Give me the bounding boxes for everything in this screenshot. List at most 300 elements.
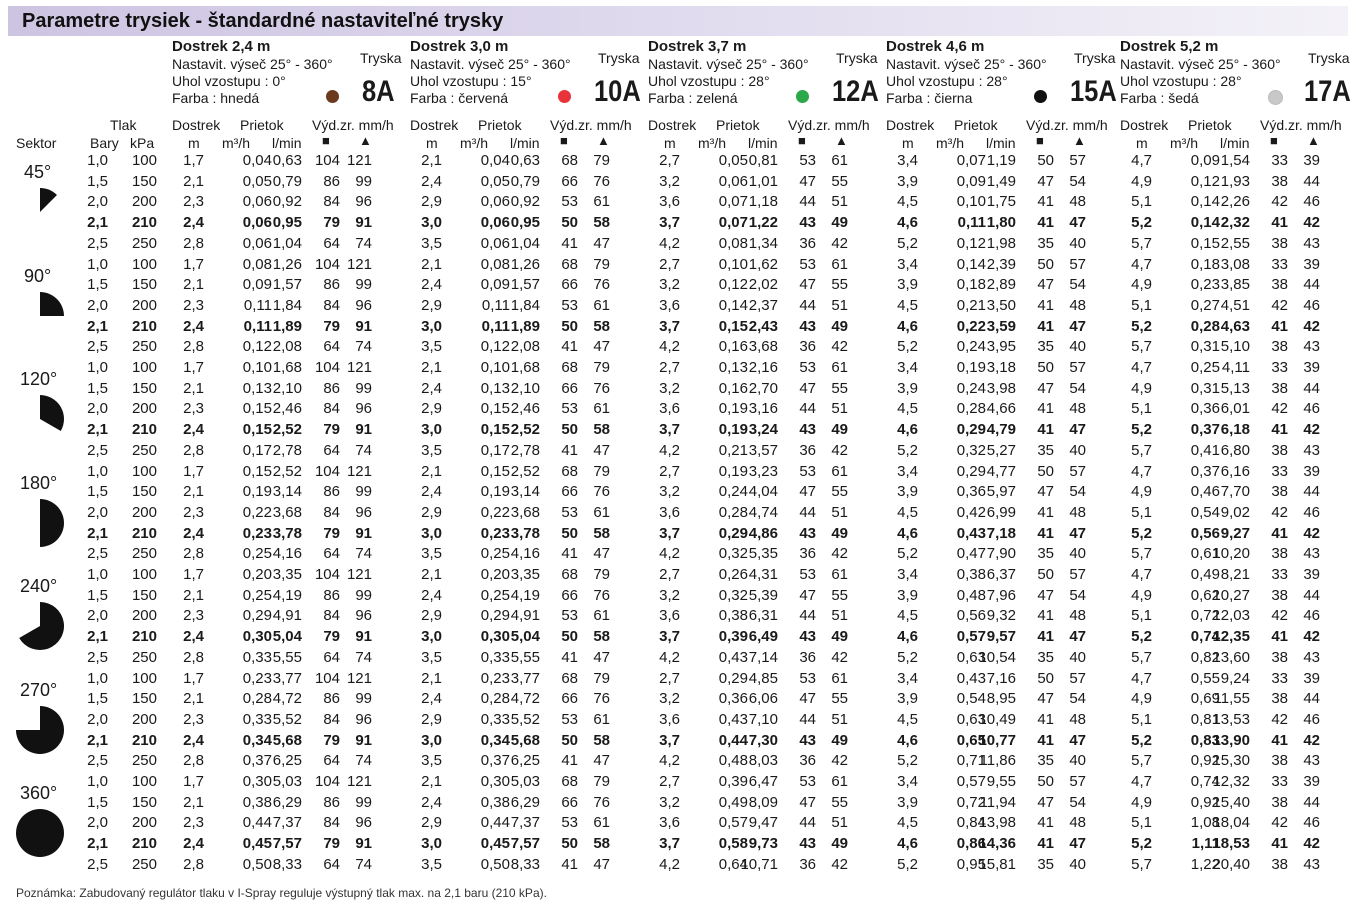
table-cell: 36 <box>799 855 816 873</box>
table-cell: 33 <box>1271 669 1288 687</box>
table-cell: 11,55 <box>1213 690 1250 708</box>
table-cell: 3,6 <box>659 400 680 418</box>
m-header: m <box>426 135 438 151</box>
table-cell: 5,55 <box>510 648 540 666</box>
table-cell: 2,4 <box>183 214 204 232</box>
table-cell: 2,46 <box>510 400 540 418</box>
table-cell: 4,2 <box>659 234 680 252</box>
table-cell: 0,56 <box>956 607 986 625</box>
table-cell: 79 <box>323 421 340 439</box>
table-cell: 2,1 <box>183 172 204 190</box>
table-cell: 2,9 <box>421 710 442 728</box>
table-cell: 3,2 <box>659 483 680 501</box>
table-cell: 38 <box>1271 441 1288 459</box>
table-cell: 33 <box>1271 773 1288 790</box>
table-cell: 3,4 <box>897 152 918 169</box>
table-cell: 58 <box>593 835 610 853</box>
table-cell: 76 <box>593 793 610 811</box>
table-cell: 250 <box>131 855 157 873</box>
table-cell: 48 <box>1069 814 1086 832</box>
table-cell: 0,13 <box>718 359 748 376</box>
table-cell: 38 <box>1271 648 1288 666</box>
table-cell: 35 <box>1037 855 1054 873</box>
table-cell: 0,23 <box>480 524 510 542</box>
table-cell: 40 <box>1069 234 1086 252</box>
table-cell: 0,44 <box>718 731 748 749</box>
table-cell: 3,77 <box>510 669 540 687</box>
table-cell: 39 <box>1303 152 1320 169</box>
table-cell: 0,29 <box>242 607 272 625</box>
table-cell: 99 <box>355 276 372 294</box>
table-cell: 200 <box>131 607 157 625</box>
table-cell: 55 <box>831 793 848 811</box>
table-cell: 86 <box>323 793 340 811</box>
table-cell: 68 <box>561 255 578 273</box>
table-cell: 2,8 <box>183 545 204 563</box>
table-cell: 104 <box>314 462 340 480</box>
table-cell: 0,15 <box>242 421 272 439</box>
table-cell: 0,09 <box>242 276 272 294</box>
table-cell: 36 <box>799 234 816 252</box>
table-cell: 0,62 <box>1190 586 1220 604</box>
table-cell: 53 <box>561 193 578 211</box>
table-cell: 76 <box>593 172 610 190</box>
table-cell: 6,16 <box>1220 462 1250 480</box>
table-cell: 5,2 <box>897 338 918 356</box>
table-cell: 2,5 <box>87 441 108 459</box>
table-cell: 61 <box>831 669 848 687</box>
table-cell: 2,9 <box>421 503 442 521</box>
table-cell: 42 <box>831 234 848 252</box>
table-cell: 51 <box>831 814 848 832</box>
table-cell: 47 <box>799 276 816 294</box>
table-cell: 76 <box>593 690 610 708</box>
nozzle-range: Dostrek 3,0 m <box>410 38 509 55</box>
table-cell: 3,4 <box>897 462 918 480</box>
table-cell: 50 <box>1037 669 1054 687</box>
table-cell: 4,86 <box>748 524 778 542</box>
table-cell: 0,13 <box>480 379 510 397</box>
table-cell: 66 <box>561 276 578 294</box>
table-cell: 5,1 <box>1131 296 1152 314</box>
nozzle-code: 8A <box>362 75 395 108</box>
table-cell: 4,5 <box>897 607 918 625</box>
table-cell: 2,1 <box>87 317 108 335</box>
dostrek-header: Dostrek <box>1120 117 1169 133</box>
table-cell: 210 <box>131 835 157 853</box>
table-cell: 2,43 <box>748 317 778 335</box>
table-cell: 2,8 <box>183 648 204 666</box>
table-cell: 96 <box>355 193 372 211</box>
lmin-header: l/min <box>510 135 540 151</box>
table-cell: 76 <box>593 276 610 294</box>
table-cell: 7,70 <box>1220 483 1250 501</box>
table-cell: 100 <box>131 255 157 273</box>
table-cell: 41 <box>561 338 578 356</box>
table-cell: 74 <box>355 855 372 873</box>
table-cell: 40 <box>1069 441 1086 459</box>
table-cell: 0,92 <box>510 193 540 211</box>
table-cell: 4,5 <box>897 814 918 832</box>
nozzle-angle: Uhol vzostupu : 0° <box>172 73 286 89</box>
table-cell: 8,09 <box>748 793 778 811</box>
table-cell: 210 <box>131 317 157 335</box>
table-cell: 2,3 <box>183 193 204 211</box>
table-cell: 5,7 <box>1131 648 1152 666</box>
sector-label: 360° <box>20 783 58 803</box>
prietok-header: Prietok <box>478 117 522 133</box>
table-cell: 2,7 <box>659 359 680 376</box>
table-cell: 47 <box>1069 421 1086 439</box>
table-cell: 54 <box>1069 483 1086 501</box>
table-cell: 12,03 <box>1212 607 1250 625</box>
table-cell: 0,45 <box>242 835 272 853</box>
table-cell: 0,54 <box>1190 503 1220 521</box>
table-cell: 12,32 <box>1212 773 1250 790</box>
table-cell: 96 <box>355 503 372 521</box>
table-cell: 74 <box>355 338 372 356</box>
table-cell: 5,52 <box>510 710 540 728</box>
table-cell: 3,50 <box>986 296 1016 314</box>
table-cell: 1,0 <box>87 255 108 273</box>
table-cell: 4,2 <box>659 545 680 563</box>
table-cell: 33 <box>1271 566 1288 583</box>
table-cell: 2,26 <box>1220 193 1250 211</box>
table-cell: 3,7 <box>659 317 680 335</box>
table-cell: 86 <box>323 690 340 708</box>
table-cell: 35 <box>1037 545 1054 563</box>
table-cell: 1,5 <box>87 793 108 811</box>
table-cell: 2,3 <box>183 814 204 832</box>
table-cell: 1,26 <box>272 255 302 273</box>
table-cell: 0,45 <box>480 835 510 853</box>
table-cell: 86 <box>323 172 340 190</box>
table-cell: 0,28 <box>718 503 748 521</box>
table-cell: 100 <box>131 152 157 169</box>
prietok-header: Prietok <box>716 117 760 133</box>
table-cell: 0,11 <box>243 296 272 314</box>
table-cell: 4,6 <box>897 524 918 542</box>
nozzle-code: 15A <box>1070 75 1117 108</box>
table-cell: 3,78 <box>510 524 540 542</box>
table-cell: 50 <box>561 628 578 646</box>
table-cell: 0,17 <box>242 441 272 459</box>
table-cell: 250 <box>131 545 157 563</box>
table-cell: 61 <box>831 255 848 273</box>
table-cell: 1,5 <box>87 379 108 397</box>
table-cell: 0,54 <box>956 690 986 708</box>
table-cell: 150 <box>131 586 157 604</box>
table-cell: 41 <box>561 441 578 459</box>
nozzle-color-dot <box>326 90 339 103</box>
nozzle-color-dot <box>796 90 809 103</box>
table-cell: 3,0 <box>421 214 442 232</box>
table-cell: 13,98 <box>978 814 1016 832</box>
table-cell: 50 <box>561 317 578 335</box>
sector-45 <box>0 152 80 256</box>
table-cell: 0,83 <box>1190 731 1220 749</box>
table-cell: 2,1 <box>183 586 204 604</box>
table-cell: 2,1 <box>421 566 442 583</box>
table-cell: 4,6 <box>897 421 918 439</box>
table-cell: 0,09 <box>956 172 986 190</box>
table-cell: 47 <box>593 338 610 356</box>
table-cell: 210 <box>131 731 157 749</box>
table-cell: 55 <box>831 586 848 604</box>
table-cell: 61 <box>593 607 610 625</box>
table-cell: 5,2 <box>897 855 918 873</box>
table-cell: 3,35 <box>272 566 302 583</box>
table-cell: 3,0 <box>421 421 442 439</box>
table-cell: 9,02 <box>1220 503 1250 521</box>
table-cell: 10,77 <box>978 731 1016 749</box>
table-cell: 50 <box>1037 773 1054 790</box>
footnote: Poznámka: Zabudovaný regulátor tlaku v I-Spray reguluje výstupný tlak max. na 2,1 baru (210 kPa). <box>16 886 547 900</box>
table-cell: 0,30 <box>480 773 510 790</box>
table-cell: 47 <box>593 234 610 252</box>
table-cell: 8,03 <box>748 752 778 770</box>
table-cell: 1,80 <box>986 214 1016 232</box>
table-cell: 8,33 <box>510 855 540 873</box>
table-cell: 5,1 <box>1131 400 1152 418</box>
table-cell: 0,82 <box>1190 648 1220 666</box>
table-cell: 0,23 <box>1190 276 1220 294</box>
table-cell: 6,31 <box>748 607 778 625</box>
table-cell: 5,10 <box>1220 338 1250 356</box>
nozzle-tryska-label: Tryska <box>598 50 640 66</box>
table-cell: 47 <box>1069 214 1086 232</box>
table-cell: 0,81 <box>748 152 778 169</box>
table-cell: 41 <box>1037 214 1054 232</box>
table-cell: 84 <box>323 296 340 314</box>
table-cell: 2,5 <box>87 752 108 770</box>
table-cell: 8,95 <box>986 690 1016 708</box>
table-cell: 79 <box>593 566 610 583</box>
table-cell: 61 <box>831 773 848 790</box>
table-cell: 6,18 <box>1220 421 1250 439</box>
table-cell: 0,63 <box>956 648 986 666</box>
table-cell: 2,4 <box>183 317 204 335</box>
vyd-header: Výd.zr. mm/h <box>788 117 870 133</box>
table-cell: 0,38 <box>480 793 510 811</box>
table-cell: 0,25 <box>242 545 272 563</box>
table-cell: 250 <box>131 234 157 252</box>
table-cell: 0,61 <box>1190 545 1220 563</box>
table-cell: 0,49 <box>718 793 748 811</box>
m-header: m <box>664 135 676 151</box>
table-cell: 43 <box>1303 441 1320 459</box>
table-cell: 5,2 <box>1131 835 1152 853</box>
table-cell: 2,02 <box>748 276 778 294</box>
table-cell: 4,2 <box>659 648 680 666</box>
table-cell: 49 <box>831 317 848 335</box>
table-cell: 121 <box>346 462 372 480</box>
table-cell: 7,16 <box>986 669 1016 687</box>
nozzle-color: Farba : červená <box>410 90 509 106</box>
bary-header: Bary <box>90 135 119 151</box>
table-cell: 57 <box>1069 462 1086 480</box>
table-cell: 44 <box>1303 379 1320 397</box>
table-cell: 41 <box>561 752 578 770</box>
table-cell: 58 <box>593 421 610 439</box>
table-cell: 79 <box>593 152 610 169</box>
table-cell: 86 <box>323 379 340 397</box>
table-cell: 0,26 <box>718 566 748 583</box>
table-cell: 4,72 <box>510 690 540 708</box>
table-cell: 0,32 <box>718 586 748 604</box>
m-header: m <box>1136 135 1148 151</box>
table-cell: 0,49 <box>1190 566 1220 583</box>
table-cell: 2,4 <box>183 524 204 542</box>
table-cell: 96 <box>355 607 372 625</box>
nozzle-arc: Nastavit. výseč 25° - 360° <box>410 56 571 72</box>
table-cell: 47 <box>593 855 610 873</box>
table-cell: 2,4 <box>421 586 442 604</box>
table-cell: 4,31 <box>748 566 778 583</box>
table-cell: 61 <box>831 566 848 583</box>
table-cell: 1,7 <box>183 669 204 687</box>
table-cell: 35 <box>1037 648 1054 666</box>
lmin-header: l/min <box>272 135 302 151</box>
table-cell: 0,14 <box>956 255 986 273</box>
table-cell: 53 <box>799 669 816 687</box>
table-cell: 5,2 <box>897 752 918 770</box>
table-cell: 47 <box>1069 731 1086 749</box>
square-symbol: ■ <box>1270 133 1278 148</box>
table-cell: 7,37 <box>272 814 302 832</box>
table-cell: 0,24 <box>956 379 986 397</box>
table-cell: 48 <box>1069 193 1086 211</box>
table-cell: 50 <box>1037 462 1054 480</box>
nozzle-code: 17A <box>1304 75 1351 108</box>
table-cell: 41 <box>561 648 578 666</box>
table-cell: 0,05 <box>718 152 748 169</box>
title-bar <box>8 6 1348 36</box>
table-cell: 0,28 <box>242 690 272 708</box>
table-cell: 79 <box>323 214 340 232</box>
table-cell: 5,2 <box>1131 731 1152 749</box>
table-cell: 0,23 <box>480 669 510 687</box>
table-cell: 0,05 <box>480 172 510 190</box>
vyd-header: Výd.zr. mm/h <box>312 117 394 133</box>
table-cell: 0,14 <box>718 296 748 314</box>
table-cell: 0,32 <box>956 441 986 459</box>
table-cell: 6,49 <box>748 628 778 646</box>
table-cell: 91 <box>355 524 372 542</box>
table-cell: 2,0 <box>87 400 108 418</box>
table-cell: 3,9 <box>897 793 918 811</box>
table-cell: 53 <box>799 152 816 169</box>
table-cell: 42 <box>831 545 848 563</box>
table-cell: 42 <box>1303 835 1320 853</box>
table-cell: 5,2 <box>897 441 918 459</box>
table-cell: 3,4 <box>897 669 918 687</box>
table-cell: 121 <box>346 255 372 273</box>
table-cell: 5,04 <box>272 628 302 646</box>
vyd-header: Výd.zr. mm/h <box>1026 117 1108 133</box>
m3h-header: m³/h <box>460 135 488 151</box>
square-symbol: ■ <box>322 133 330 148</box>
table-cell: 1,93 <box>1220 172 1250 190</box>
table-cell: 3,5 <box>421 441 442 459</box>
table-cell: 104 <box>314 669 340 687</box>
table-cell: 58 <box>593 524 610 542</box>
table-cell: 38 <box>1271 338 1288 356</box>
table-cell: 44 <box>799 193 816 211</box>
table-cell: 3,5 <box>421 752 442 770</box>
table-cell: 1,68 <box>510 359 540 376</box>
table-cell: 64 <box>323 752 340 770</box>
table-cell: 1,98 <box>986 234 1016 252</box>
table-cell: 57 <box>1069 255 1086 273</box>
table-cell: 0,10 <box>242 359 272 376</box>
table-cell: 0,16 <box>718 338 748 356</box>
table-cell: 51 <box>831 710 848 728</box>
table-cell: 100 <box>131 773 157 790</box>
table-cell: 4,5 <box>897 193 918 211</box>
table-cell: 41 <box>561 545 578 563</box>
table-cell: 0,38 <box>242 793 272 811</box>
table-cell: 50 <box>561 835 578 853</box>
table-cell: 57 <box>1069 359 1086 376</box>
table-cell: 42 <box>1303 214 1320 232</box>
table-cell: 48 <box>1069 710 1086 728</box>
table-cell: 74 <box>355 752 372 770</box>
table-cell: 2,4 <box>183 835 204 853</box>
table-cell: 58 <box>593 214 610 232</box>
table-cell: 2,0 <box>87 814 108 832</box>
table-cell: 42 <box>831 338 848 356</box>
table-cell: 38 <box>1271 172 1288 190</box>
m3h-header: m³/h <box>1170 135 1198 151</box>
table-cell: 0,48 <box>718 752 748 770</box>
table-cell: 0,30 <box>242 773 272 790</box>
nozzle-header-10A <box>410 38 648 112</box>
table-cell: 41 <box>1271 628 1288 646</box>
table-cell: 0,19 <box>480 483 510 501</box>
table-cell: 0,28 <box>480 690 510 708</box>
table-cell: 3,59 <box>986 317 1016 335</box>
table-cell: 5,2 <box>897 234 918 252</box>
table-cell: 53 <box>561 400 578 418</box>
table-cell: 10,49 <box>978 710 1016 728</box>
table-cell: 0,17 <box>480 441 510 459</box>
tlak-header: Tlak <box>110 117 137 133</box>
table-cell: 0,37 <box>1190 421 1220 439</box>
table-cell: 210 <box>131 524 157 542</box>
nozzle-tryska-label: Tryska <box>360 50 402 66</box>
table-cell: 3,9 <box>897 690 918 708</box>
table-cell: 86 <box>323 276 340 294</box>
table-cell: 2,0 <box>87 710 108 728</box>
table-cell: 96 <box>355 710 372 728</box>
table-cell: 4,6 <box>897 317 918 335</box>
table-cell: 58 <box>593 628 610 646</box>
table-cell: 42 <box>831 441 848 459</box>
table-cell: 0,95 <box>510 214 540 232</box>
table-cell: 38 <box>1271 379 1288 397</box>
table-cell: 250 <box>131 441 157 459</box>
table-cell: 0,15 <box>1190 234 1220 252</box>
table-cell: 7,57 <box>272 835 302 853</box>
table-cell: 0,08 <box>480 255 510 273</box>
table-cell: 79 <box>323 731 340 749</box>
table-cell: 5,2 <box>1131 214 1152 232</box>
table-cell: 6,80 <box>1220 441 1250 459</box>
table-cell: 0,10 <box>718 255 748 273</box>
table-cell: 1,0 <box>87 773 108 790</box>
table-cell: 49 <box>831 835 848 853</box>
